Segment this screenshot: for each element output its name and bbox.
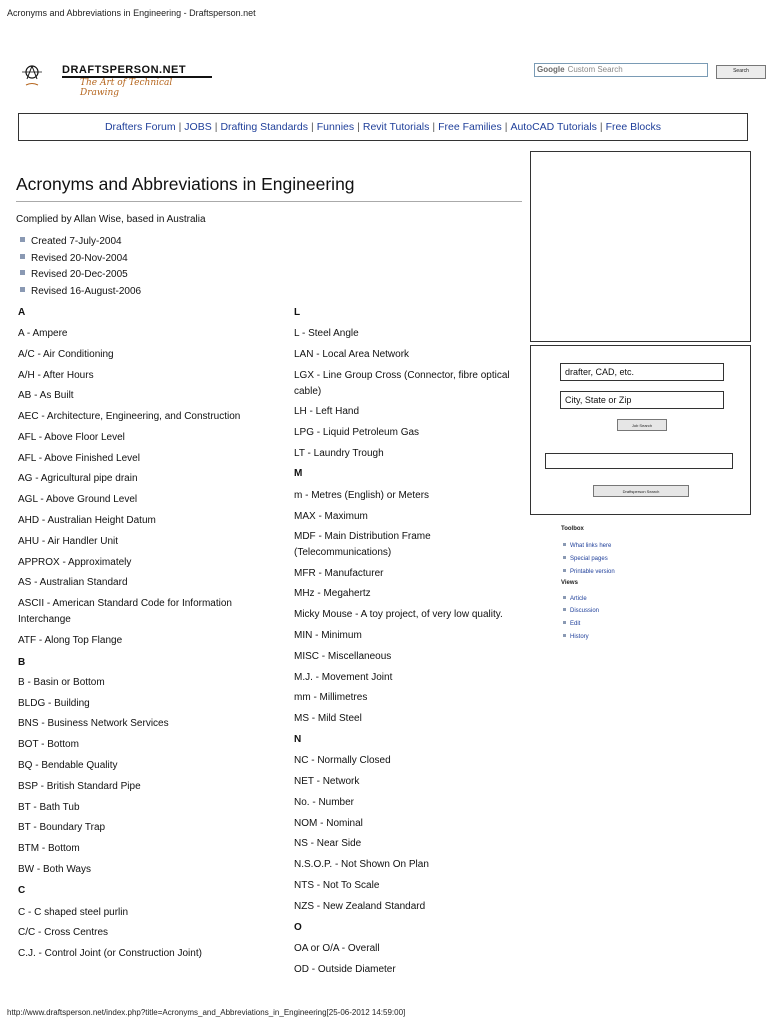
abbreviation-entry: BLDG - Building (18, 698, 90, 709)
abbreviation-entry: NTS - Not To Scale (294, 880, 380, 891)
draftsperson-search-button[interactable]: Draftsperson Search (593, 485, 689, 497)
search-input[interactable] (534, 63, 708, 77)
nav-drafting-standards[interactable]: Drafting Standards (220, 121, 309, 133)
top-nav (18, 113, 748, 141)
logo-tagline: The Art of Technical Drawing (80, 78, 173, 98)
abbreviation-entry: BTM - Bottom (18, 843, 80, 854)
abbreviation-entry: NOM - Nominal (294, 818, 363, 829)
abbreviation-entry: AGL - Above Ground Level (18, 494, 138, 505)
abbreviation-entry: AHU - Air Handler Unit (18, 536, 119, 547)
sidebar-link-printable-version[interactable]: Printable version (563, 569, 615, 575)
print-footer-url: http://www.draftsperson.net/index.php?title=Acronyms_and_Abbreviations_in_Engineering[25-06-2012 14:59:00] (7, 1008, 406, 1017)
compass-logo-icon (18, 63, 58, 91)
nav-separator: | (599, 121, 603, 133)
abbreviation-entry: BT - Bath Tub (18, 802, 80, 813)
nav-drafters-forum[interactable]: Drafters Forum (104, 121, 176, 133)
section-letter-b: B (18, 657, 26, 668)
revision-item: Revised 20-Nov-2004 (20, 252, 141, 269)
abbreviation-entry: OA or O/A - Overall (294, 943, 380, 954)
abbreviation-entry: MAX - Maximum (294, 511, 368, 522)
abbreviation-entry: LPG - Liquid Petroleum Gas (294, 427, 420, 438)
views-heading: Views (561, 580, 578, 586)
job-search-box (530, 345, 751, 515)
nav-free-blocks[interactable]: Free Blocks (605, 121, 662, 133)
title-divider (16, 201, 522, 202)
abbreviation-entry: AB - As Built (18, 390, 74, 401)
abbreviation-entry: C - C shaped steel purlin (18, 907, 129, 918)
nav-separator: | (178, 121, 182, 133)
abbreviation-entry: MS - Mild Steel (294, 713, 362, 724)
abbreviation-entry: ASCII - American Standard Code for Information Interchange (18, 598, 232, 625)
nav-separator: | (214, 121, 218, 133)
abbreviation-entry: BT - Boundary Trap (18, 822, 106, 833)
abbreviation-entry: OD - Outside Diameter (294, 964, 396, 975)
draftsperson-search-input[interactable] (545, 453, 733, 469)
abbreviation-entry: BW - Both Ways (18, 864, 91, 875)
abbreviation-entry: mm - Millimetres (294, 692, 368, 703)
nav-separator: | (311, 121, 314, 133)
abbreviation-entry: BQ - Bendable Quality (18, 760, 118, 771)
section-letter-c: C (18, 885, 26, 896)
abbreviation-entry: BNS - Business Network Services (18, 718, 169, 729)
abbreviation-entry: MISC - Miscellaneous (294, 651, 392, 662)
revision-item: Created 7-July-2004 (20, 235, 141, 252)
abbreviation-entry: LT - Laundry Trough (294, 448, 384, 459)
abbreviation-entry: MHz - Megahertz (294, 588, 371, 599)
search-button[interactable]: Search (716, 65, 766, 79)
job-keyword-input[interactable]: drafter, CAD, etc. (560, 363, 724, 381)
nav-separator: | (357, 121, 360, 133)
google-brand: Google (537, 65, 565, 74)
nav-jobs[interactable]: JOBS (184, 121, 212, 133)
sidebar-link-article[interactable]: Article (563, 596, 587, 602)
logo-title: DRAFTSPERSON.NET (62, 64, 187, 76)
abbreviation-entry: A/C - Air Conditioning (18, 349, 114, 360)
nav-autocad-tutorials[interactable]: AutoCAD Tutorials (510, 121, 597, 133)
job-location-input[interactable]: City, State or Zip (560, 391, 724, 409)
sidebar-link-special-pages[interactable]: Special pages (563, 556, 608, 562)
abbreviation-entry: LH - Left Hand (294, 406, 360, 417)
sidebar-link-history[interactable]: History (563, 634, 589, 640)
abbreviation-entry: A - Ampere (18, 328, 68, 339)
section-letter-m: M (294, 468, 303, 479)
abbreviation-entry: NZS - New Zealand Standard (294, 901, 426, 912)
revision-item: Revised 16-August-2006 (20, 285, 141, 302)
sidebar-link-discussion[interactable]: Discussion (563, 608, 599, 614)
abbreviation-entry: B - Basin or Bottom (18, 677, 105, 688)
section-letter-l: L (294, 307, 301, 318)
abbreviation-entry: AHD - Australian Height Datum (18, 515, 156, 526)
sidebar-link-what-links-here[interactable]: What links here (563, 543, 611, 549)
revision-list (20, 235, 141, 302)
abbreviation-entry: MIN - Minimum (294, 630, 362, 641)
abbreviation-entry: AS - Australian Standard (18, 577, 128, 588)
abbreviation-entry: LAN - Local Area Network (294, 349, 410, 360)
abbreviation-entry: AG - Agricultural pipe drain (18, 473, 138, 484)
abbreviation-entry: C.J. - Control Joint (or Construction Joint) (18, 948, 202, 959)
abbreviation-entry: C/C - Cross Centres (18, 927, 109, 938)
abbreviation-entry: M.J. - Movement Joint (294, 672, 393, 683)
abbreviation-entry: LGX - Line Group Cross (Connector, fibre optical cable) (294, 370, 510, 397)
abbreviation-entry: ATF - Along Top Flange (18, 635, 123, 646)
toolbox-heading: Toolbox (561, 526, 584, 532)
section-letter-o: O (294, 922, 302, 933)
abbreviation-entry: A/H - After Hours (18, 370, 94, 381)
abbreviation-entry: AEC - Architecture, Engineering, and Construction (18, 411, 241, 422)
abbreviation-entry: m - Metres (English) or Meters (294, 490, 430, 501)
job-search-button[interactable]: Job Search (617, 419, 667, 431)
abbreviation-entry: Micky Mouse - A toy project, of very low quality. (294, 609, 503, 620)
abbreviation-entry: NET - Network (294, 776, 360, 787)
nav-funnies[interactable]: Funnies (316, 121, 355, 133)
abbreviation-entry: BSP - British Standard Pipe (18, 781, 141, 792)
section-letter-n: N (294, 734, 302, 745)
search-placeholder: Custom Search (567, 65, 623, 74)
abbreviation-entry: No. - Number (294, 797, 355, 808)
sidebar-link-edit[interactable]: Edit (563, 621, 580, 627)
abbreviation-entry: NS - Near Side (294, 838, 362, 849)
page-title: Acronyms and Abbreviations in Engineering (16, 174, 355, 194)
section-letter-a: A (18, 307, 26, 318)
compiled-by: Complied by Allan Wise, based in Australia (16, 214, 206, 225)
revision-item: Revised 20-Dec-2005 (20, 268, 141, 285)
abbreviation-entry: MDF - Main Distribution Frame (Telecommunications) (294, 531, 431, 558)
nav-separator: | (504, 121, 508, 133)
abbreviation-entry: BOT - Bottom (18, 739, 79, 750)
nav-revit-tutorials[interactable]: Revit Tutorials (362, 121, 430, 133)
advertisement-box (530, 151, 751, 342)
print-header: Acronyms and Abbreviations in Engineering - Draftsperson.net (7, 8, 256, 18)
abbreviation-entry: APPROX - Approximately (18, 557, 132, 568)
nav-separator: | (432, 121, 436, 133)
abbreviation-entry: AFL - Above Floor Level (18, 432, 125, 443)
abbreviation-entry: L - Steel Angle (294, 328, 359, 339)
nav-free-families[interactable]: Free Families (438, 121, 502, 133)
abbreviation-entry: AFL - Above Finished Level (18, 453, 140, 464)
abbreviation-entry: N.S.O.P. - Not Shown On Plan (294, 859, 429, 870)
abbreviation-entry: NC - Normally Closed (294, 755, 391, 766)
abbreviation-entry: MFR - Manufacturer (294, 568, 384, 579)
site-logo[interactable] (18, 63, 198, 98)
